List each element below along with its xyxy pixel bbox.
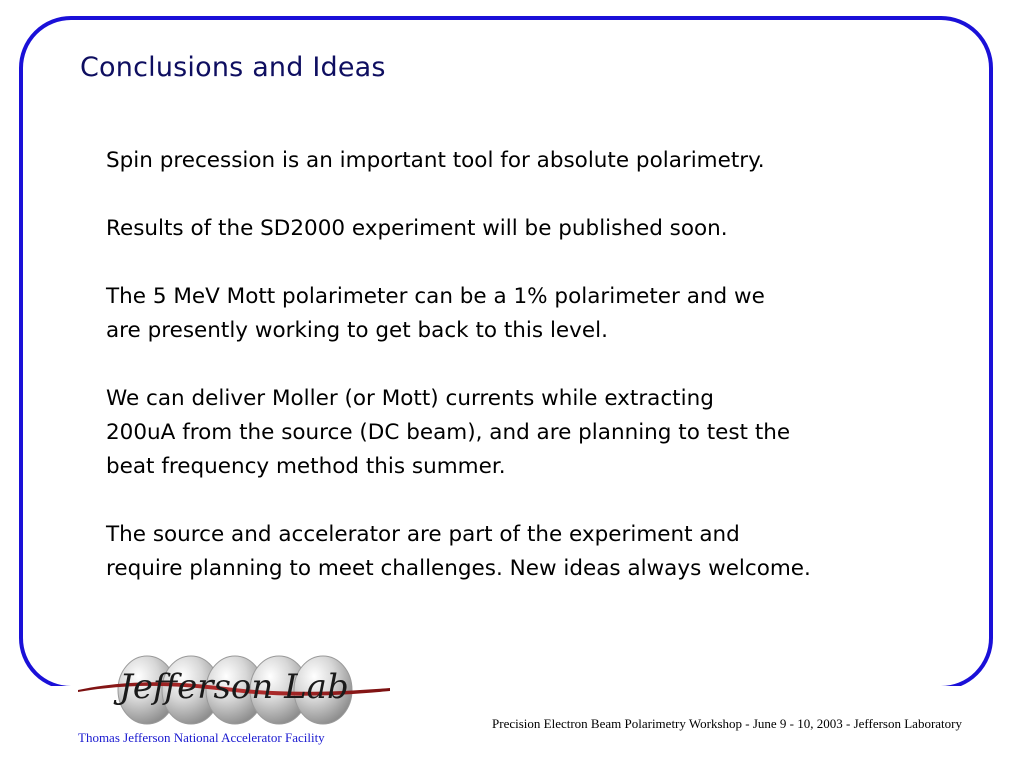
bullet-line: The source and accelerator are part of the experiment and [106, 522, 740, 547]
bullet-line: are presently working to get back to this level. [106, 318, 608, 343]
bullet-item [106, 382, 976, 484]
bullet-item [106, 280, 976, 348]
slide-title: Conclusions and Ideas [80, 52, 386, 83]
bullet-line: The 5 MeV Mott polarimeter can be a 1% polarimeter and we [106, 284, 765, 309]
lab-name: Thomas Jefferson National Accelerator Facility [78, 730, 325, 745]
logo-wordmark: Jefferson Lab [119, 667, 349, 707]
bullet-item [106, 212, 976, 246]
bullet-item [106, 144, 976, 178]
bullet-line: We can deliver Moller (or Mott) currents while extracting [106, 386, 714, 411]
bullet-list [106, 144, 976, 620]
bullet-line: beat frequency method this summer. [106, 454, 506, 479]
jefferson-lab-logo [76, 648, 392, 734]
workshop-footer: Precision Electron Beam Polarimetry Workshop - June 9 - 10, 2003 - Jefferson Laboratory [492, 716, 962, 731]
bullet-item [106, 518, 976, 586]
bullet-line: Results of the SD2000 experiment will be published soon. [106, 216, 728, 241]
bullet-line: 200uA from the source (DC beam), and are planning to test the [106, 420, 791, 445]
bullet-line: Spin precession is an important tool for absolute polarimetry. [106, 148, 765, 173]
bullet-line: require planning to meet challenges. New ideas always welcome. [106, 556, 811, 581]
